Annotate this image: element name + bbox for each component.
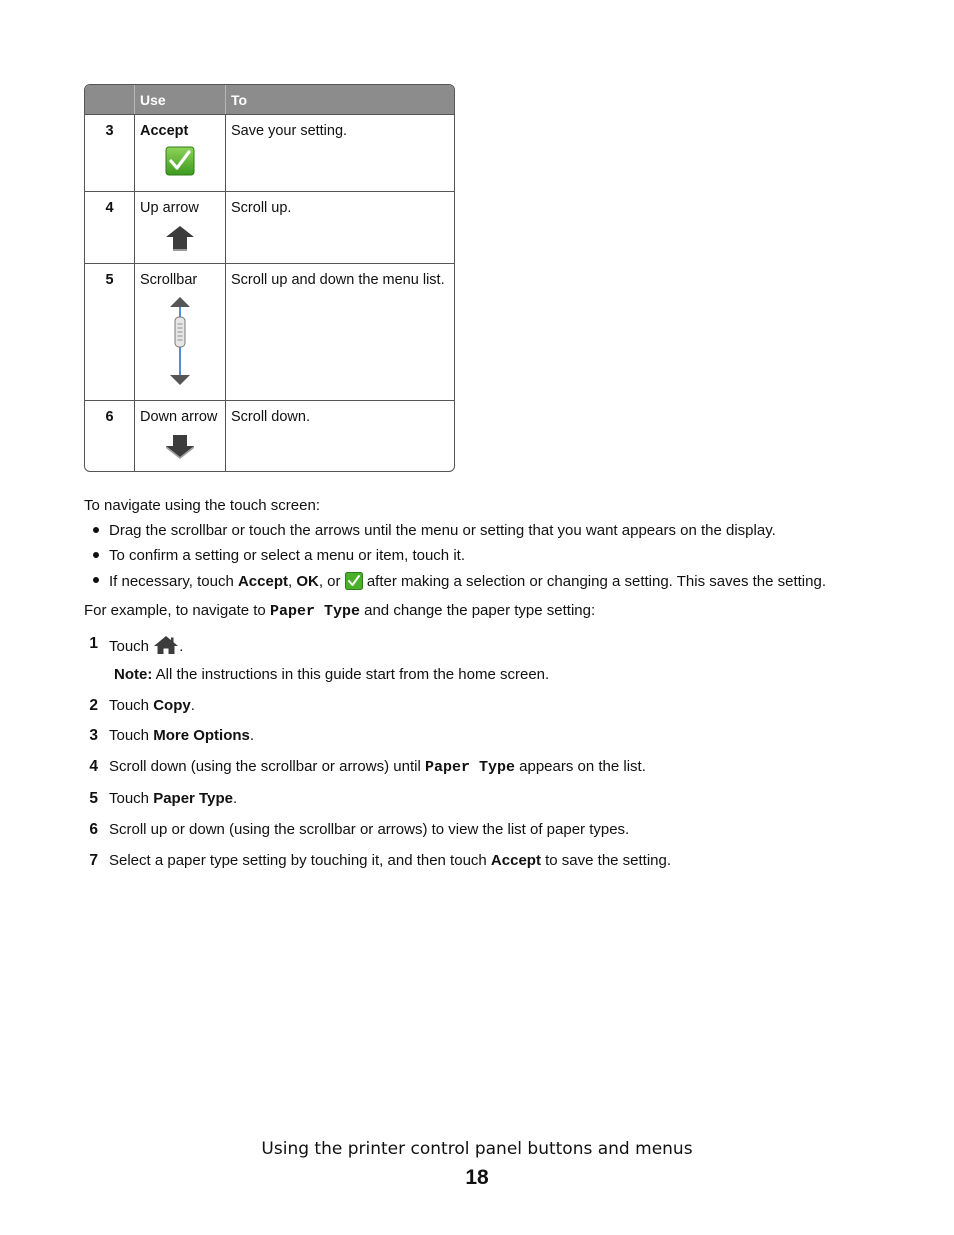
row-to-text: Scroll up. xyxy=(225,192,454,263)
step-number: 7 xyxy=(89,852,98,869)
footer-section-title: Using the printer control panel buttons and menus xyxy=(261,1139,693,1159)
paper-type-code: Paper Type xyxy=(424,759,515,776)
table-header-row xyxy=(85,85,454,114)
row-use-cell xyxy=(134,401,225,471)
scrollbar-icon xyxy=(169,297,191,387)
row-use-label: Accept xyxy=(140,123,189,139)
row-to-text: Save your setting. xyxy=(225,115,454,191)
row-use-label: Scrollbar xyxy=(140,272,198,288)
checkmark-icon xyxy=(165,146,195,176)
up-arrow-icon xyxy=(165,225,195,251)
row-number: 3 xyxy=(105,123,114,139)
step-text: Scroll up or down (using the scrollbar or arrows) to view the list of paper types. xyxy=(109,821,630,838)
paper-type-code: Paper Type xyxy=(269,603,360,620)
table-row xyxy=(85,114,454,191)
note-text: Note: All the instructions in this guide start from the home screen. xyxy=(114,666,550,683)
row-use-label: Up arrow xyxy=(140,200,199,216)
button-reference-table xyxy=(84,84,455,472)
step-number: 4 xyxy=(89,758,98,775)
page-number: 18 xyxy=(465,1166,489,1189)
note-label: Note: xyxy=(114,666,153,683)
accept-term: Accept xyxy=(237,573,288,590)
row-use-label: Down arrow xyxy=(140,409,218,425)
bullet-icon xyxy=(93,527,99,533)
table-row xyxy=(85,400,454,471)
row-use-cell xyxy=(134,115,225,191)
header-use: Use xyxy=(134,85,225,114)
step-text: Touch Paper Type. xyxy=(109,790,238,807)
bullet-icon xyxy=(93,552,99,558)
step-text: Touch . xyxy=(109,635,183,656)
bullet-item: To confirm a setting or select a menu or item, touch it. xyxy=(109,547,465,564)
step-text: Select a paper type setting by touching it, and then touch Accept to save the setting. xyxy=(109,852,672,869)
step-text: Scroll down (using the scrollbar or arrows) until Paper Type appears on the list. xyxy=(109,758,646,776)
header-number xyxy=(85,85,134,114)
row-use-cell xyxy=(134,192,225,263)
step-number: 3 xyxy=(89,727,98,744)
step-number: 1 xyxy=(89,635,98,652)
step-text: Touch More Options. xyxy=(109,727,255,744)
row-use-cell xyxy=(134,264,225,400)
bullet-icon xyxy=(93,577,99,583)
row-to-text: Scroll down. xyxy=(225,401,454,471)
table-row xyxy=(85,191,454,263)
header-to: To xyxy=(225,85,454,114)
step-text: Touch Copy. xyxy=(109,697,195,714)
row-number: 4 xyxy=(105,200,114,216)
table-row xyxy=(85,263,454,400)
row-number: 6 xyxy=(105,409,114,425)
down-arrow-icon xyxy=(165,435,195,459)
step-number: 2 xyxy=(89,697,98,714)
intro-text: To navigate using the touch screen: xyxy=(84,497,320,514)
row-number: 5 xyxy=(105,272,114,288)
checkmark-icon xyxy=(345,572,363,590)
bullet-item: Drag the scrollbar or touch the arrows until the menu or setting that you want appears on the display. xyxy=(109,522,776,539)
ok-term: OK xyxy=(296,573,319,590)
example-text: For example, to navigate to Paper Type and change the paper type setting: xyxy=(84,602,596,620)
bullet-item: If necessary, touch Accept, OK, or after making a selection or changing a setting. This saves the setting. xyxy=(109,573,826,590)
row-to-text: Scroll up and down the menu list. xyxy=(225,264,454,400)
step-number: 6 xyxy=(89,821,98,838)
home-icon xyxy=(153,635,179,655)
step-number: 5 xyxy=(89,790,98,807)
